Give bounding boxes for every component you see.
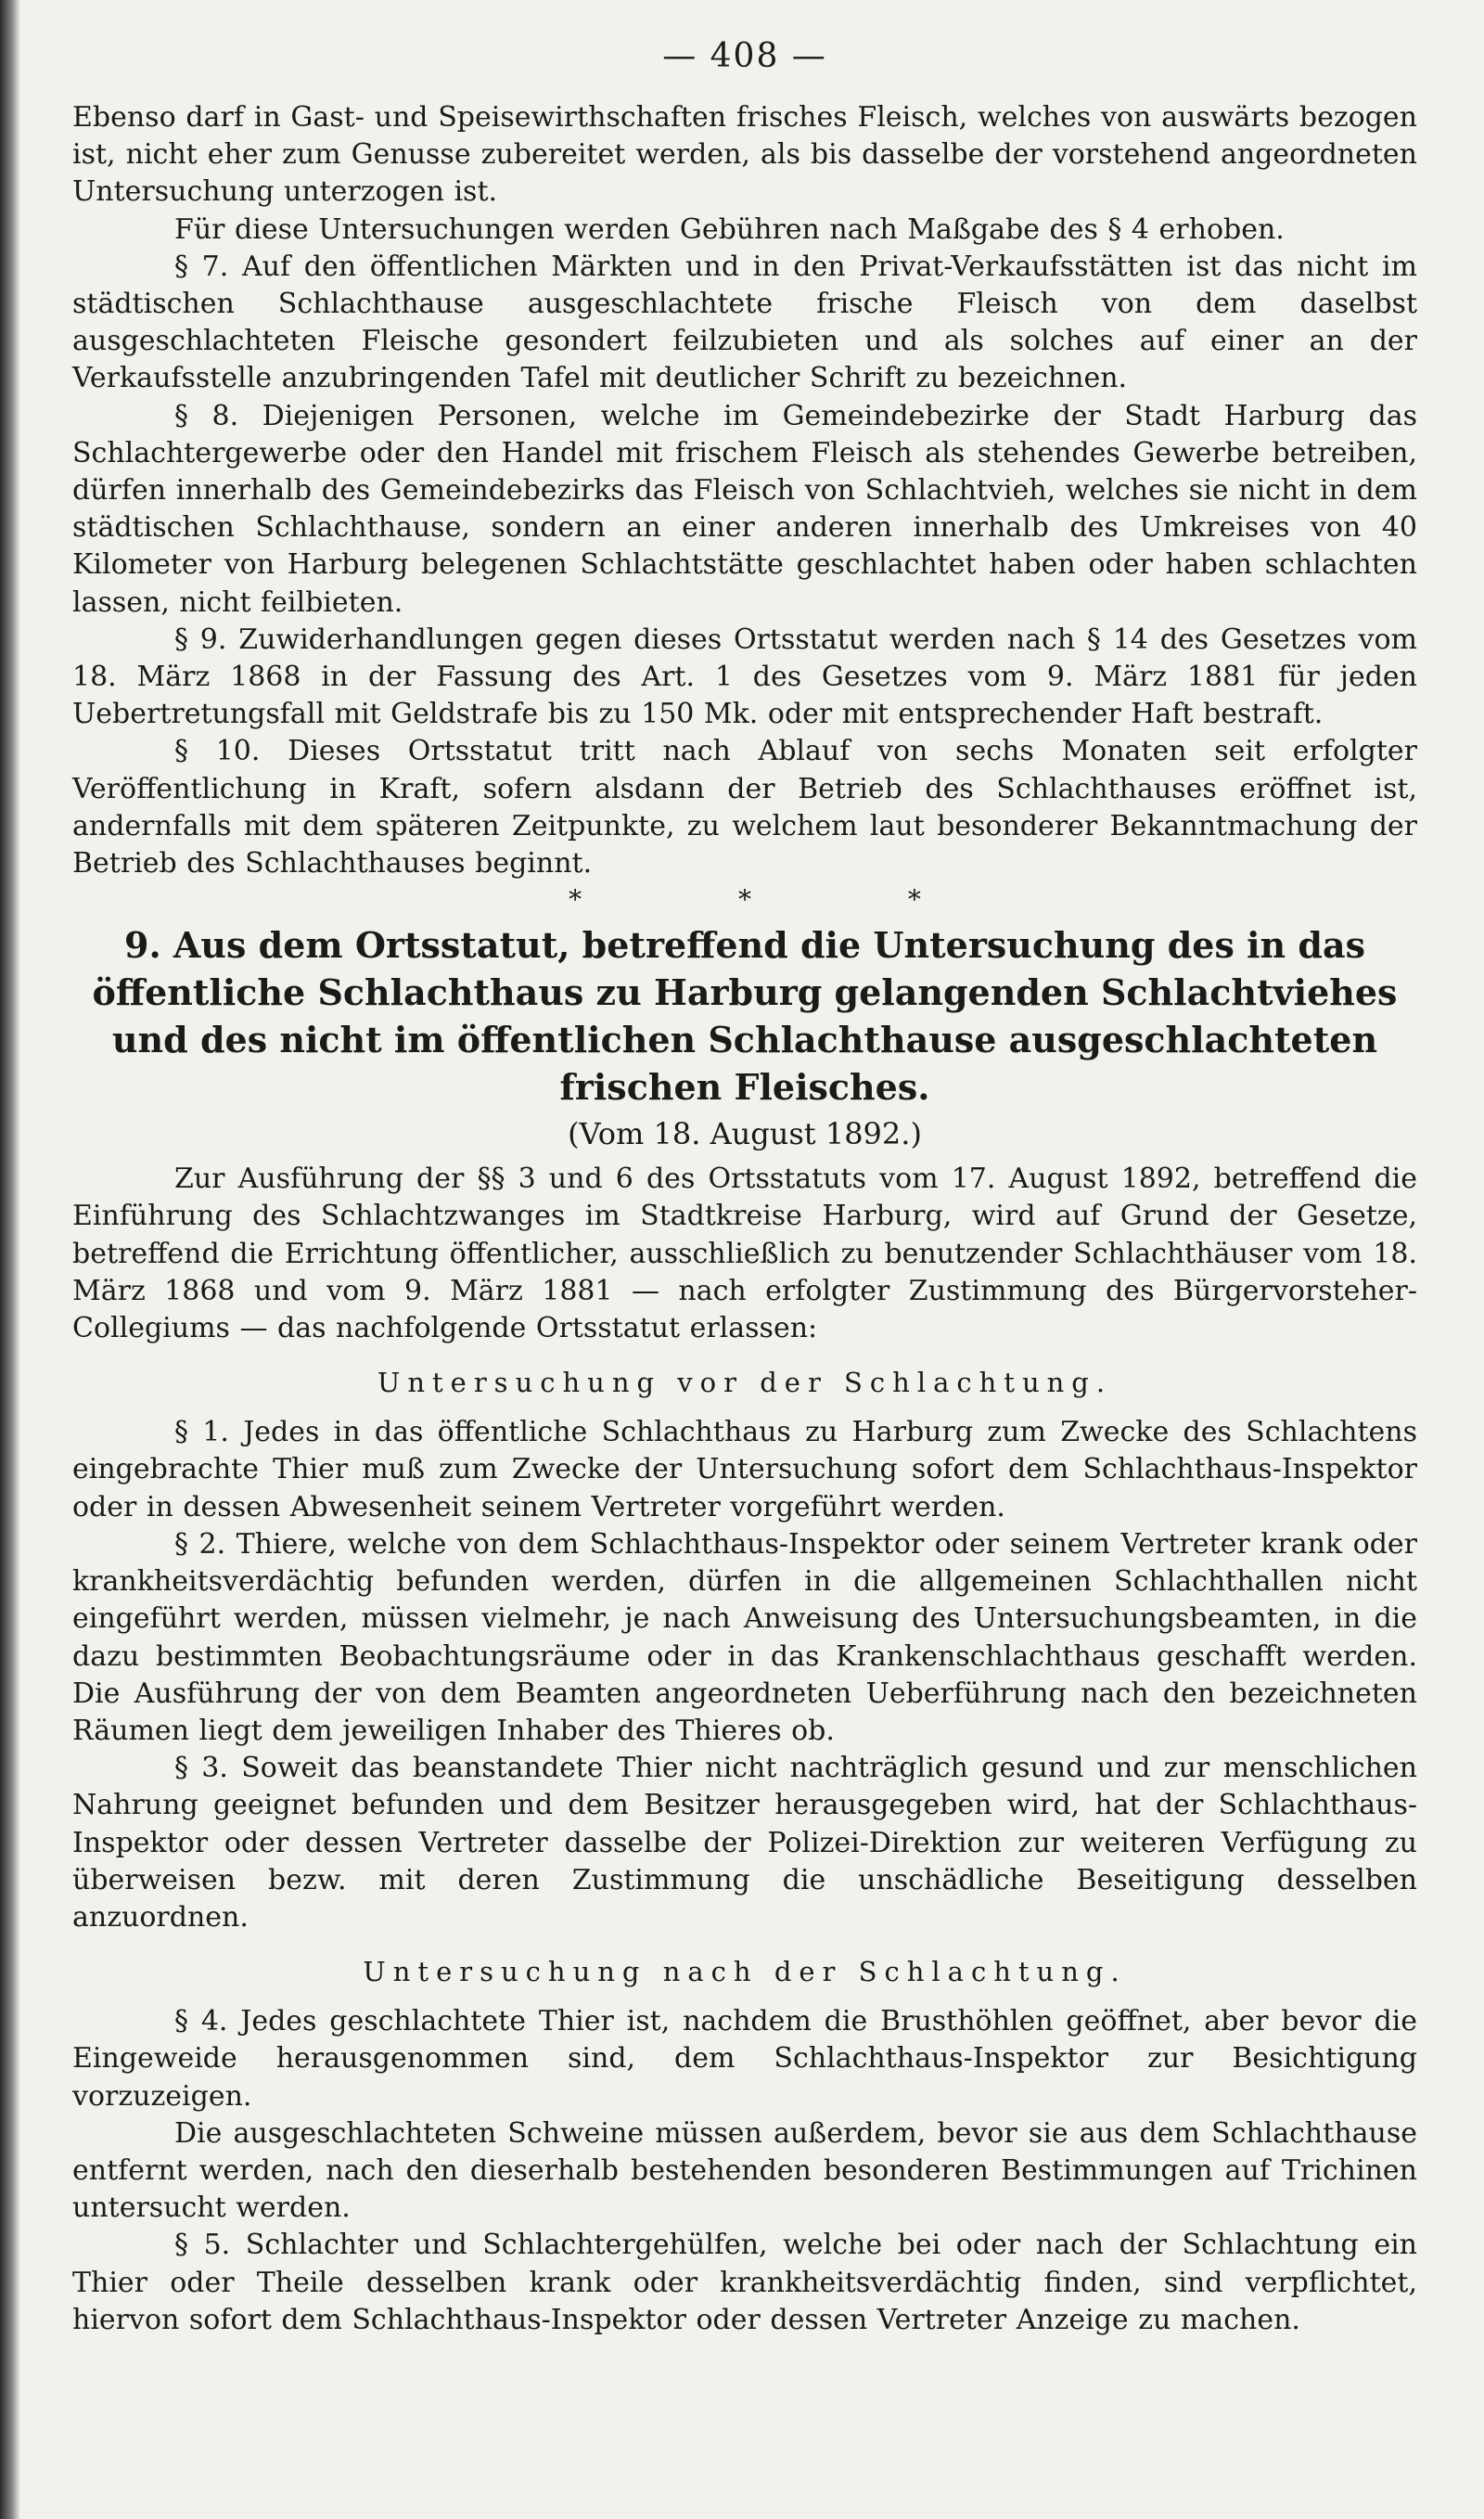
section-separator-stars: * * * <box>569 884 921 916</box>
section-title: 9. Aus dem Ortsstatut, betreffend die Untersuchung des in das öffentliche Schlachthaus zu Harburg gelangenden Schlachtviehes und des nicht im öffentlichen Schlachthause ausgeschlachteten frischen Fleisches. <box>92 924 1398 1109</box>
paragraph-section-9: § 9. Zuwiderhandlungen gegen dieses Ortsstatut werden nach § 14 des Gesetzes vom 18. März 1868 in der Fassung des Art. 1 des Gesetzes vom 9. März 1881 für jeden Uebertretungsfall mit Geldstrafe bis zu 150 Mk. oder mit entsprechender Haft bestraft. <box>72 623 1417 731</box>
paragraph: Die ausgeschlachteten Schweine müssen außerdem, bevor sie aus dem Schlachthause entfernt werden, nach den dieserhalb bestehenden besonderen Bestimmungen auf Trichinen untersucht werden. <box>72 2116 1417 2225</box>
heading-before-slaughter: Untersuchung vor der Schlachtung. <box>377 1367 1113 1399</box>
paragraph-section-1: § 1. Jedes in das öffentliche Schlachthaus zu Harburg zum Zwecke des Schlachtens eingebrachte Thier muß zum Zwecke der Untersuchung sofort dem Schlachthaus-Inspektor oder in dessen Abwesenheit seinem Vertreter vorgeführt werden. <box>72 1416 1417 1523</box>
binding-shadow <box>0 0 20 2519</box>
page-content <box>72 37 1417 2339</box>
paragraph: Für diese Untersuchungen werden Gebühren nach Maßgabe des § 4 erhoben. <box>174 212 1285 246</box>
paragraph-section-3: § 3. Soweit das beanstandete Thier nicht nachträglich gesund und zur menschlichen Nahrung geeignet befunden und dem Besitzer herausgegeben wird, hat der Schlachthaus-Inspektor oder dessen Vertreter dasselbe der Polizei-Direktion zur weiteren Verfügung zu überweisen bezw. mit deren Zustimmung die unschädliche Beseitigung desselben anzuordnen. <box>72 1752 1417 1934</box>
intro-paragraph: Zur Ausführung der §§ 3 und 6 des Ortsstatuts vom 17. August 1892, betreffend die Einführung des Schlachtzwanges im Stadtkreise Harburg, wird auf Grund der Gesetze, betreffend die Errichtung öffentlicher, ausschließlich zu benutzender Schlachthäuser vom 18. März 1868 und vom 9. März 1881 — nach erfolgter Zustimmung des Bürgervorsteher-Collegiums — das nachfolgende Ortsstatut erlassen: <box>72 1163 1417 1345</box>
heading-after-slaughter: Untersuchung nach der Schlachtung. <box>363 1956 1127 1988</box>
page-number: — 408 — <box>662 37 827 75</box>
paragraph-section-7: § 7. Auf den öffentlichen Märkten und in den Privat-Verkaufsstätten ist das nicht im städtischen Schlachthause ausgeschlachtete frische Fleisch von dem daselbst ausgeschlachteten Fleische gesondert feilzubieten und als solches auf einer an der Verkaufsstelle anzubringenden Tafel mit deutlicher Schrift zu bezeichnen. <box>72 250 1417 395</box>
paragraph-section-5: § 5. Schlachter und Schlachtergehülfen, welche bei oder nach der Schlachtung ein Thier oder Theile desselben krank oder krankheitsverdächtig finden, sind verpflichtet, hiervon sofort dem Schlachthaus-Inspektor oder dessen Vertreter Anzeige zu machen. <box>72 2229 1417 2336</box>
paragraph-section-4: § 4. Jedes geschlachtete Thier ist, nachdem die Brusthöhlen geöffnet, aber bevor die Eingeweide herausgenommen sind, dem Schlachthaus-Inspektor zur Besichtigung vorzuzeigen. <box>72 2005 1417 2113</box>
paragraph-section-10: § 10. Dieses Ortsstatut tritt nach Ablauf von sechs Monaten seit erfolgter Veröffentlichung in Kraft, sofern alsdann der Betrieb des Schlachthauses eröffnet ist, andernfalls mit dem späteren Zeitpunkte, zu welchem laut besonderer Bekanntmachung der Betrieb des Schlachthauses beginnt. <box>72 735 1417 880</box>
paragraph-section-2: § 2. Thiere, welche von dem Schlachthaus-Inspektor oder seinem Vertreter krank oder krankheitsverdächtig befunden werden, dürfen in die allgemeinen Schlachthallen nicht eingeführt werden, müssen vielmehr, je nach Anweisung des Untersuchungsbeamten, in die dazu bestimmten Beobachtungsräume oder in das Krankenschlachthaus geschafft werden. Die Ausführung der von dem Beamten angeordneten Ueberführung nach den bezeichneten Räumen liegt dem jeweiligen Inhaber des Thieres ob. <box>72 1527 1417 1747</box>
paragraph-section-8: § 8. Diejenigen Personen, welche im Gemeindebezirke der Stadt Harburg das Schlachtergewerbe oder den Handel mit frischem Fleisch als stehendes Gewerbe betreiben, dürfen innerhalb des Gemeindebezirks das Fleisch von Schlachtvieh, welches sie nicht in dem städtischen Schlachthause, sondern an einer anderen innerhalb des Umkreises von 40 Kilometer von Harburg belegenen Schlachtstätte geschlachtet haben oder haben schlachten lassen, nicht feilbieten. <box>72 399 1417 619</box>
paragraph: Ebenso darf in Gast- und Speisewirthschaften frisches Fleisch, welches von auswärts bezogen ist, nicht eher zum Genusse zubereitet werden, als bis dasselbe der vorstehend angeordneten Untersuchung unterzogen ist. <box>72 101 1417 209</box>
section-date: (Vom 18. August 1892.) <box>568 1116 922 1152</box>
